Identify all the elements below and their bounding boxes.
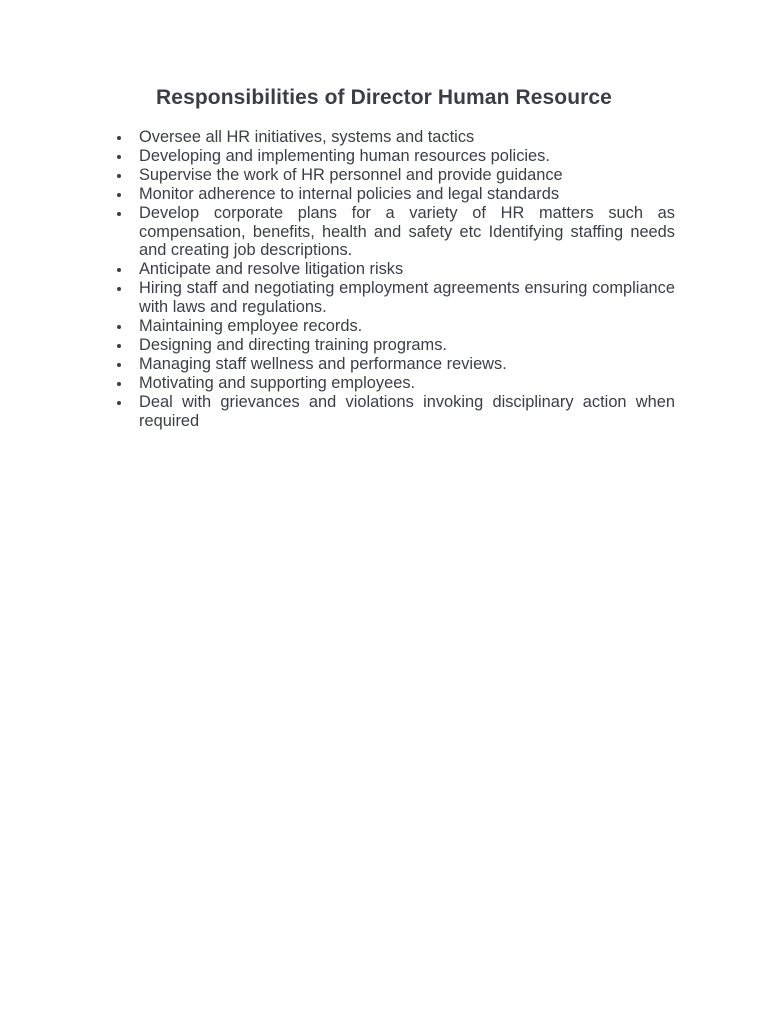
- list-item: Deal with grievances and violations invoking disciplinary action when required: [139, 392, 675, 430]
- list-item: Monitor adherence to internal policies and legal standards: [139, 185, 675, 204]
- page-title: Responsibilities of Director Human Resource: [156, 86, 612, 109]
- list-item: Motivating and supporting employees.: [139, 374, 675, 393]
- list-item: Supervise the work of HR personnel and provide guidance: [139, 166, 675, 185]
- list-item: Developing and implementing human resources policies.: [139, 147, 675, 166]
- list-item: Maintaining employee records.: [139, 317, 675, 336]
- list-item: Oversee all HR initiatives, systems and tactics: [139, 128, 675, 147]
- list-item: Anticipate and resolve litigation risks: [139, 260, 675, 279]
- responsibilities-list: [139, 128, 675, 431]
- list-item: Hiring staff and negotiating employment agreements ensuring compliance with laws and regulations.: [139, 279, 675, 317]
- list-item: Managing staff wellness and performance reviews.: [139, 355, 675, 374]
- list-item: Designing and directing training programs.: [139, 336, 675, 355]
- list-item: Develop corporate plans for a variety of HR matters such as compensation, benefits, health and safety etc Identifying staffing needs and creating job descriptions.: [139, 203, 675, 260]
